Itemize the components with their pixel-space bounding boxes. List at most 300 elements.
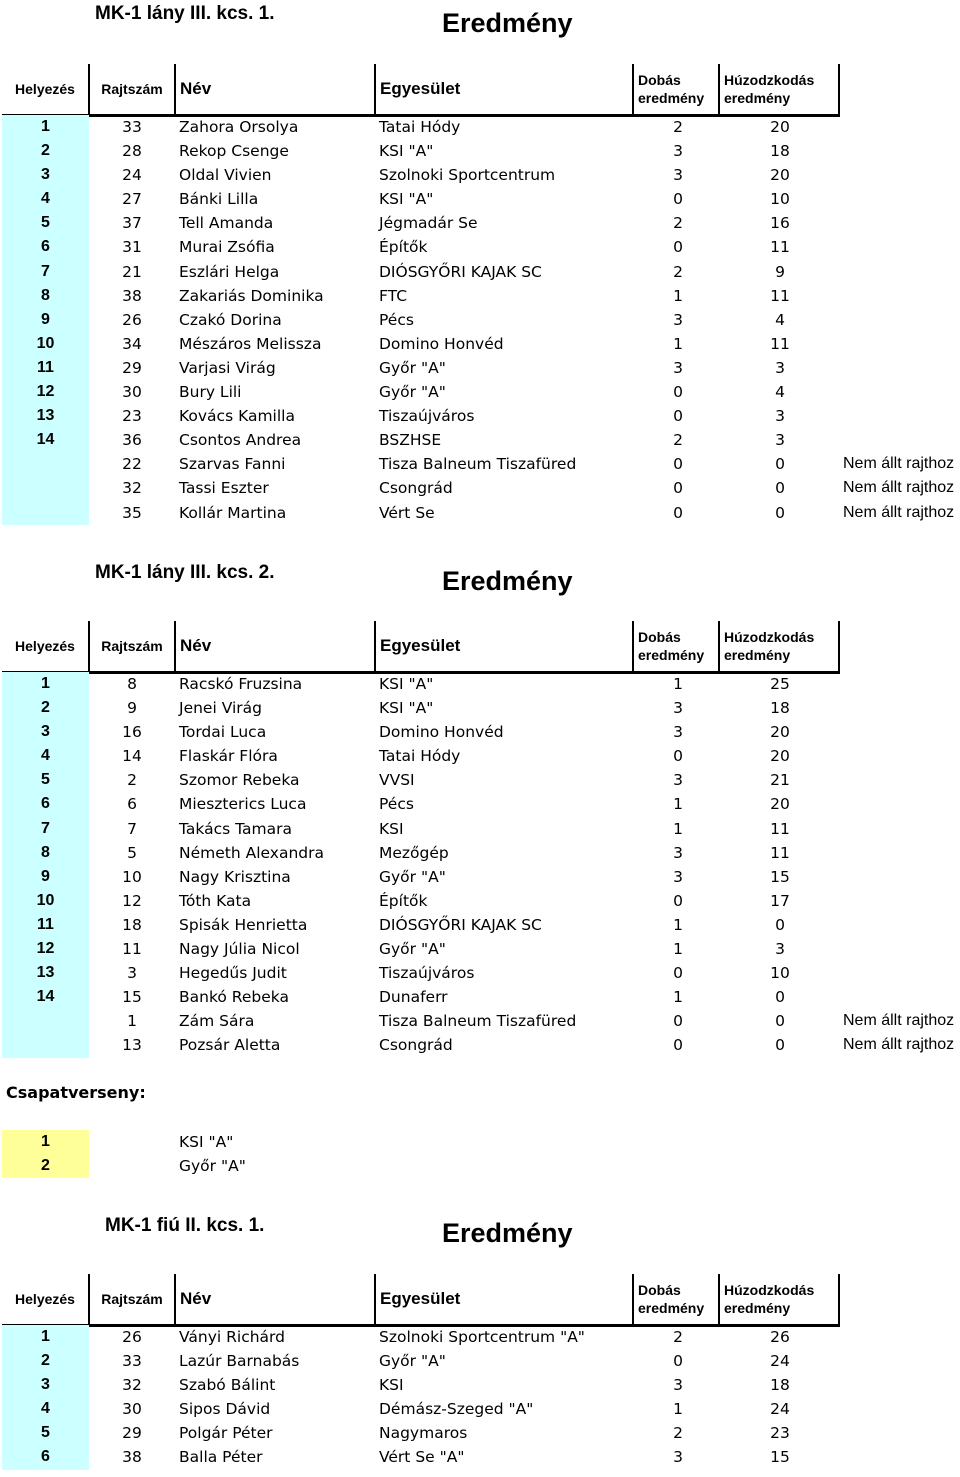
header-dobas-line1: Dobás [638,1282,681,1298]
bib-cell: 13 [122,1036,142,1055]
table-row [0,913,960,937]
tug-cell: 15 [770,867,790,886]
place-cell [2,501,89,525]
header-huzod-line2: eredmény [724,647,791,663]
place-cell: 4 [2,187,89,211]
header-rajtszam: Rajtszám [90,1274,176,1324]
tug-cell: 4 [775,310,785,329]
tug-cell: 18 [770,142,790,161]
section-title: MK-1 lány III. kcs. 1. [95,3,275,24]
table-row [0,115,960,139]
header-huzod-line2: eredmény [724,90,791,106]
club-cell: Tisza Balneum Tiszafüred [379,1012,577,1031]
name-cell: Tóth Kata [179,891,252,910]
name-cell: Tordai Luca [179,723,267,742]
throw-cell: 3 [673,723,683,742]
header-dobas [634,1274,720,1324]
throw-cell: 1 [673,795,683,814]
place-cell: 2 [2,1349,89,1373]
tug-cell: 21 [770,771,790,790]
bib-cell: 23 [122,407,142,426]
place-cell: 8 [2,841,89,865]
club-cell: Építők [379,891,428,910]
bib-cell: 32 [122,479,142,498]
throw-cell: 0 [673,238,683,257]
bib-cell: 9 [127,699,137,718]
table-row [0,961,960,985]
bib-cell: 11 [122,940,142,959]
name-cell: Mieszterics Luca [179,795,307,814]
throw-cell: 3 [673,310,683,329]
name-cell: Zakariás Dominika [179,286,324,305]
name-cell: Eszlári Helga [179,262,280,281]
club-cell: KSI "A" [379,142,434,161]
table-row [0,476,960,500]
bib-cell: 26 [122,1328,142,1346]
name-cell: Varjasi Virág [179,358,276,377]
throw-cell: 3 [673,867,683,886]
header-egyesulet: Egyesület [376,621,634,671]
header-huzod [720,64,840,114]
throw-cell: 1 [673,334,683,353]
table-row [0,501,960,525]
table-row [0,865,960,889]
table-row [0,841,960,865]
bib-cell: 38 [122,1448,142,1467]
table-row [0,1325,960,1349]
tug-cell: 24 [770,1400,790,1419]
bib-cell: 36 [122,431,142,450]
tug-cell: 17 [770,891,790,910]
team-table [0,1130,960,1178]
place-cell [2,1009,89,1033]
name-cell: Jenei Virág [179,699,262,718]
place-cell: 1 [2,115,89,139]
table-row [0,380,960,404]
throw-cell: 0 [673,190,683,209]
club-cell: Tatai Hódy [379,118,461,136]
name-cell: Takács Tamara [179,819,292,838]
tug-cell: 11 [770,819,790,838]
club-cell: KSI [379,1376,404,1395]
table-row [0,332,960,356]
tug-cell: 20 [770,747,790,766]
name-cell: Lazúr Barnabás [179,1352,300,1371]
table-row [0,720,960,744]
place-cell: 14 [2,985,89,1009]
club-cell: Szolnoki Sportcentrum [379,166,556,185]
tug-cell: 10 [770,964,790,983]
place-cell: 3 [2,720,89,744]
club-cell: KSI [379,819,404,838]
name-cell: Kovács Kamilla [179,407,295,426]
name-cell: Kollár Martina [179,503,287,522]
bib-cell: 34 [122,334,142,353]
header-nev: Név [176,64,376,114]
name-cell: Zahora Orsolya [179,118,299,136]
club-cell: Csongrád [379,1036,453,1055]
tug-cell: 18 [770,699,790,718]
club-cell: KSI "A" [179,1133,234,1151]
tug-cell: 3 [775,358,785,377]
name-cell: Ványi Richárd [179,1328,285,1346]
header-dobas [634,621,720,671]
throw-cell: 2 [673,1328,683,1346]
header-helyezes: Helyezés [2,1274,90,1324]
name-cell: Balla Péter [179,1448,263,1467]
table-row [0,404,960,428]
club-cell: KSI "A" [379,699,434,718]
table-row [0,1033,960,1057]
name-cell: Sipos Dávid [179,1400,271,1419]
table-row [0,889,960,913]
result-heading: Eredmény [442,8,573,38]
name-cell: Németh Alexandra [179,843,324,862]
table-row [0,1130,960,1154]
section-title: MK-1 lány III. kcs. 2. [95,562,275,583]
club-cell: DIÓSGYŐRI KAJAK SC [379,262,542,281]
tug-cell: 20 [770,118,790,136]
name-cell: Tassi Eszter [179,479,269,498]
table-header [2,621,840,674]
bib-cell: 27 [122,190,142,209]
tug-cell: 11 [770,334,790,353]
header-dobas-line2: eredmény [638,647,705,663]
table-row [0,1445,960,1469]
bib-cell: 5 [127,843,137,862]
tug-cell: 11 [770,843,790,862]
table-header [2,1274,840,1327]
results-table [0,672,960,1058]
throw-cell: 0 [673,503,683,522]
header-dobas-line1: Dobás [638,629,681,645]
club-cell: Mezőgép [379,843,449,862]
throw-cell: 3 [673,699,683,718]
throw-cell: 3 [673,843,683,862]
place-cell: 11 [2,913,89,937]
name-cell: Hegedűs Judit [179,964,287,983]
tug-cell: 0 [775,988,785,1007]
place-cell: 13 [2,961,89,985]
place-cell: 11 [2,356,89,380]
throw-cell: 3 [673,166,683,185]
throw-cell: 2 [673,262,683,281]
throw-cell: 0 [673,747,683,766]
club-cell: Jégmadár Se [379,214,478,233]
result-heading: Eredmény [442,1218,573,1248]
club-cell: Démász-Szeged "A" [379,1400,534,1419]
place-cell: 6 [2,1445,89,1469]
tug-cell: 20 [770,723,790,742]
table-row [0,211,960,235]
bib-cell: 12 [122,891,142,910]
table-row [0,235,960,259]
table-row [0,792,960,816]
club-cell: Vért Se [379,503,435,522]
bib-cell: 26 [122,310,142,329]
table-row [0,452,960,476]
header-huzod-line1: Húzodzkodás [724,629,815,645]
bib-cell: 21 [122,262,142,281]
throw-cell: 2 [673,118,683,136]
header-dobas-line1: Dobás [638,72,681,88]
section-title: MK-1 fiú II. kcs. 1. [105,1215,265,1236]
table-row [0,817,960,841]
table-row [0,1154,960,1178]
result-heading: Eredmény [442,566,573,596]
place-cell: 5 [2,768,89,792]
tug-cell: 25 [770,675,790,693]
club-cell: Tisza Balneum Tiszafüred [379,455,577,474]
place-cell: 1 [2,1130,89,1154]
name-cell: Nagy Júlia Nicol [179,940,300,959]
bib-cell: 37 [122,214,142,233]
club-cell: Szolnoki Sportcentrum "A" [379,1328,585,1346]
place-cell: 4 [2,1397,89,1421]
tug-cell: 0 [775,479,785,498]
name-cell: Polgár Péter [179,1424,273,1443]
club-cell: Pécs [379,795,414,814]
name-cell: Nagy Krisztina [179,867,291,886]
throw-cell: 3 [673,1448,683,1467]
club-cell: Győr "A" [379,383,446,402]
table-row [0,744,960,768]
tug-cell: 0 [775,915,785,934]
club-cell: Domino Honvéd [379,723,504,742]
club-cell: KSI "A" [379,675,434,693]
name-cell: Csontos Andrea [179,431,302,450]
table-row [0,1421,960,1445]
place-cell: 12 [2,380,89,404]
club-cell: Pécs [379,310,414,329]
header-nev: Név [176,1274,376,1324]
header-huzod [720,621,840,671]
tug-cell: 11 [770,286,790,305]
throw-cell: 0 [673,1012,683,1031]
club-cell: Tiszaújváros [379,964,475,983]
place-cell: 3 [2,1373,89,1397]
name-cell: Spisák Henrietta [179,915,308,934]
header-helyezes: Helyezés [2,64,90,114]
bib-cell: 35 [122,503,142,522]
name-cell: Rekop Csenge [179,142,289,161]
place-cell: 4 [2,744,89,768]
throw-cell: 1 [673,940,683,959]
table-row [0,356,960,380]
throw-cell: 1 [673,819,683,838]
tug-cell: 9 [775,262,785,281]
tug-cell: 26 [770,1328,790,1346]
header-dobas-line2: eredmény [638,90,705,106]
throw-cell: 0 [673,407,683,426]
bib-cell: 16 [122,723,142,742]
table-header [2,64,840,117]
place-cell: 2 [2,696,89,720]
name-cell: Murai Zsófia [179,238,275,257]
table-row [0,1397,960,1421]
name-cell: Oldal Vivien [179,166,272,185]
header-egyesulet: Egyesület [376,64,634,114]
tug-cell: 16 [770,214,790,233]
tug-cell: 20 [770,795,790,814]
tug-cell: 18 [770,1376,790,1395]
bib-cell: 15 [122,988,142,1007]
bib-cell: 7 [127,819,137,838]
club-cell: Győr "A" [379,1352,446,1371]
throw-cell: 1 [673,286,683,305]
club-cell: Tatai Hódy [379,747,461,766]
place-cell: 5 [2,211,89,235]
tug-cell: 0 [775,455,785,474]
throw-cell: 3 [673,142,683,161]
name-cell: Pozsár Aletta [179,1036,281,1055]
club-cell: Vért Se "A" [379,1448,465,1467]
name-cell: Flaskár Flóra [179,747,278,766]
tug-cell: 3 [775,940,785,959]
throw-cell: 1 [673,1400,683,1419]
note-cell: Nem állt rajthoz [843,1036,955,1054]
tug-cell: 3 [775,407,785,426]
header-dobas [634,64,720,114]
bib-cell: 22 [122,455,142,474]
bib-cell: 38 [122,286,142,305]
place-cell: 1 [2,672,89,696]
place-cell [2,452,89,476]
place-cell: 2 [2,1154,89,1178]
results-table [0,1325,960,1470]
bib-cell: 1 [127,1012,137,1031]
table-row [0,284,960,308]
club-cell: Építők [379,238,428,257]
club-cell: KSI "A" [379,190,434,209]
bib-cell: 33 [122,1352,142,1371]
table-row [0,1349,960,1373]
throw-cell: 2 [673,1424,683,1443]
place-cell: 2 [2,139,89,163]
name-cell: Tell Amanda [179,214,274,233]
throw-cell: 3 [673,358,683,377]
throw-cell: 2 [673,431,683,450]
place-cell: 13 [2,404,89,428]
throw-cell: 2 [673,214,683,233]
header-huzod-line1: Húzodzkodás [724,72,815,88]
header-dobas-line2: eredmény [638,1300,705,1316]
table-row [0,696,960,720]
table-row [0,428,960,452]
club-cell: Győr "A" [179,1157,246,1176]
name-cell: Bury Lili [179,383,242,402]
throw-cell: 3 [673,1376,683,1395]
table-row [0,985,960,1009]
bib-cell: 24 [122,166,142,185]
club-cell: BSZHSE [379,431,442,450]
club-cell: Dunaferr [379,988,448,1007]
place-cell: 6 [2,792,89,816]
bib-cell: 8 [127,675,137,693]
tug-cell: 23 [770,1424,790,1443]
note-cell: Nem állt rajthoz [843,1012,955,1030]
throw-cell: 0 [673,964,683,983]
throw-cell: 0 [673,1352,683,1371]
tug-cell: 10 [770,190,790,209]
club-cell: DIÓSGYŐRI KAJAK SC [379,915,542,934]
place-cell: 10 [2,332,89,356]
club-cell: Tiszaújváros [379,407,475,426]
place-cell: 1 [2,1325,89,1349]
club-cell: FTC [379,286,408,305]
bib-cell: 14 [122,747,142,766]
place-cell: 5 [2,1421,89,1445]
place-cell: 10 [2,889,89,913]
club-cell: Győr "A" [379,867,446,886]
name-cell: Racskó Fruzsina [179,675,303,693]
bib-cell: 33 [122,118,142,136]
club-cell: Domino Honvéd [379,334,504,353]
table-row [0,163,960,187]
place-cell: 3 [2,163,89,187]
team-competition-label: Csapatverseny: [6,1083,146,1102]
note-cell: Nem állt rajthoz [843,455,955,473]
note-cell: Nem állt rajthoz [843,479,955,497]
throw-cell: 0 [673,479,683,498]
name-cell: Szabó Bálint [179,1376,276,1395]
name-cell: Bánki Lilla [179,190,259,209]
name-cell: Czakó Dorina [179,310,282,329]
header-nev: Név [176,621,376,671]
place-cell [2,1033,89,1057]
throw-cell: 0 [673,1036,683,1055]
bib-cell: 18 [122,915,142,934]
bib-cell: 28 [122,142,142,161]
place-cell: 7 [2,260,89,284]
tug-cell: 0 [775,1036,785,1055]
bib-cell: 32 [122,1376,142,1395]
place-cell: 7 [2,817,89,841]
bib-cell: 30 [122,1400,142,1419]
table-row [0,187,960,211]
place-cell: 8 [2,284,89,308]
bib-cell: 3 [127,964,137,983]
throw-cell: 0 [673,383,683,402]
name-cell: Mészáros Melissza [179,334,322,353]
name-cell: Szarvas Fanni [179,455,286,474]
tug-cell: 0 [775,503,785,522]
tug-cell: 15 [770,1448,790,1467]
bib-cell: 29 [122,358,142,377]
club-cell: Nagymaros [379,1424,468,1443]
club-cell: Győr "A" [379,940,446,959]
place-cell: 14 [2,428,89,452]
throw-cell: 1 [673,988,683,1007]
results-table [0,115,960,525]
throw-cell: 0 [673,891,683,910]
table-row [0,672,960,696]
table-row [0,768,960,792]
table-row [0,937,960,961]
throw-cell: 1 [673,675,683,693]
header-helyezes: Helyezés [2,621,90,671]
tug-cell: 3 [775,431,785,450]
bib-cell: 29 [122,1424,142,1443]
bib-cell: 2 [127,771,137,790]
bib-cell: 31 [122,238,142,257]
header-rajtszam: Rajtszám [90,621,176,671]
tug-cell: 24 [770,1352,790,1371]
table-row [0,308,960,332]
place-cell: 6 [2,235,89,259]
table-row [0,1373,960,1397]
header-huzod-line1: Húzodzkodás [724,1282,815,1298]
